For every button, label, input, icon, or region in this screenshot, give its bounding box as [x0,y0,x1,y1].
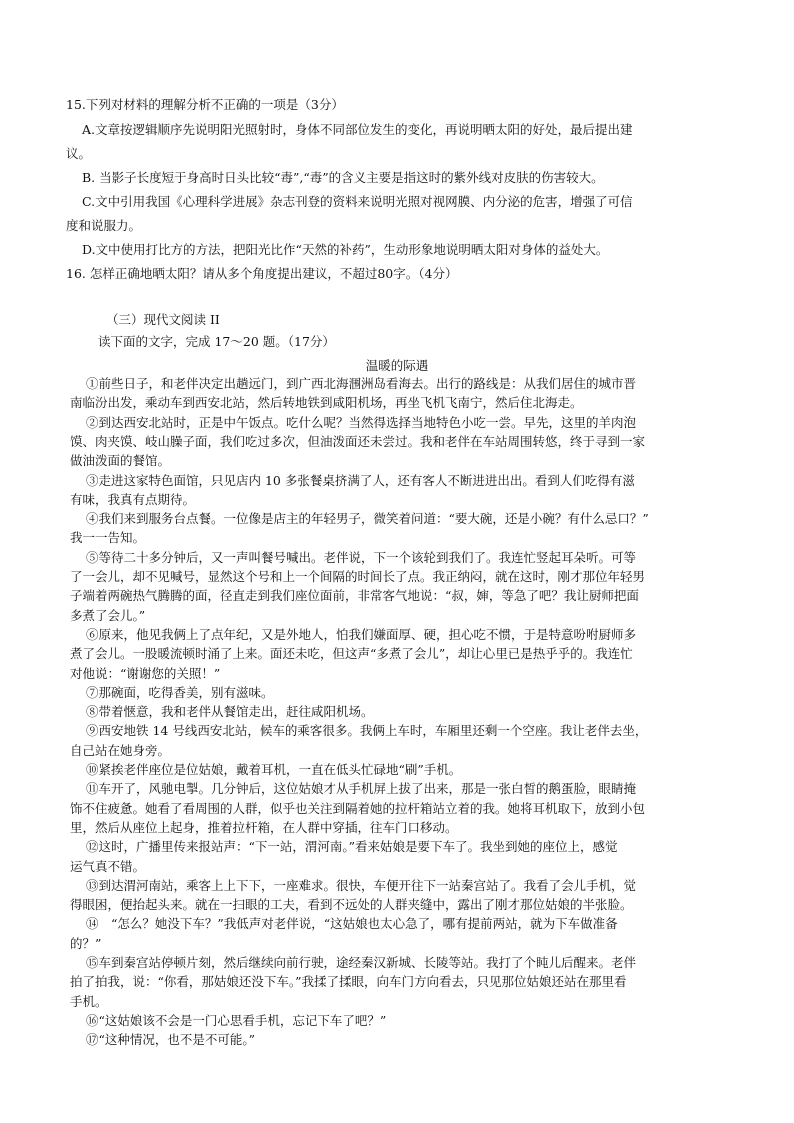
q15-option-c-cont: 度和说服力。 [66,218,142,233]
article-paragraph-line: 做油泼面的餐馆。 [70,453,171,469]
q15-option-c: C.文中引用我国《心理科学进展》杂志刊登的资料来说明光照对视网膜、内分泌的危害，增强了可信 [82,194,633,209]
q15-option-d: D.文中使用打比方的方法，把阳光比作“天然的补药”，生动形象地说明晒太阳对身体的益处大。 [82,242,609,257]
article-title: 温暖的际遇 [365,358,429,373]
section-instruction: 读下面的文字，完成 17～20 题。（17分） [98,334,335,349]
article-paragraph-line: 对他说：“谢谢您的关照！” [70,665,221,681]
article-paragraph-line: 多煮了会儿。” [70,607,146,623]
article-paragraph-line: 拍了拍我，说：“你看，那姑娘还没下车。”我揉了揉眼，向车门方向看去，只见那位姑娘还站在那里看 [70,974,627,990]
article-paragraph: ⑩紧挨老伴座位是位姑娘，戴着耳机，一直在低头忙碌地“刷”手机。 [86,762,462,777]
article-paragraph-line: 里，然后从座位上起身，推着拉杆箱，在人群中穿插，往车门口移动。 [70,819,458,835]
article-paragraph: ⑨西安地铁 14 号线西安北站，候车的乘客很多。我俩上车时，车厢里还剩一个空座。我让老伴去坐， [86,723,648,739]
article-paragraph: ⑭ “怎么？她没下车？”我低声对老伴说，“这姑娘也太心急了，哪有提前两站，就为下车做准备 [86,916,618,932]
article-paragraph-line: 我一一告知。 [70,530,146,546]
article-paragraph-line: 了一会儿，却不见喊号，显然这个号和上一个间隔的时间长了点。我正纳闷，就在这时，刚才那位年轻男 [70,569,646,584]
article-paragraph-line: 自己站在她身旁。 [70,742,171,758]
q15-stem: 15.下列对材料的理解分析不正确的一项是（3分） [66,97,344,112]
article-paragraph: ⑪车开了，风驰电掣。几分钟后，这位姑娘才从手机屏上拔了出来，那是一张白皙的鹅蛋脸，眼睛掩 [86,781,637,797]
article-paragraph: ⑯“这姑娘该不会是一门心思看手机，忘记下车了吧？” [86,1012,387,1028]
article-paragraph-line: 运气真不错。 [70,858,146,874]
article-paragraph: ⑬到达渭河南站，乘客上上下下，一座难求。很快，车便开往下一站秦宫站了。我看了会儿手机，觉 [86,877,637,893]
article-paragraph-line: 子端着两碗热气腾腾的面，径直走到我们座位面前，非常客气地说：“叔，婶，等急了吧？我让厨师把面 [70,588,639,604]
article-paragraph-line: 馍、肉夹馍、岐山臊子面，我们吃过多次，但油泼面还未尝过。我和老伴在车站周围转悠，终于寻到一家 [70,433,646,449]
article-paragraph: ②到达西安北站时，正是中午饭点。吃什么呢？当然得选择当地特色小吃一尝。早先，这里的羊肉泡 [86,414,637,430]
article-paragraph-line: 饰不住疲惫。她看了看周围的人群，似乎也关注到隔着她的拉杆箱站立着的我。她将耳机取下，放到小包 [70,800,646,816]
article-paragraph-line: 手机。 [70,993,108,1009]
q16-stem: 16. 怎样正确地晒太阳？请从多个角度提出建议，不超过80字。（4分） [66,266,458,281]
article-paragraph: ③走进这家特色面馆，只见店内 10 多张餐桌挤满了人，还有客人不断进进出出。看到人们吃得有滋 [86,472,635,488]
section-heading: （三）现代文阅读 II [106,312,220,327]
article-paragraph: ①前些日子，和老伴决定出趟远门，到广西北海涠洲岛看海去。出行的路线是：从我们居住的城市晋 [86,376,637,391]
article-paragraph-line: 的？” [70,935,102,951]
article-paragraph: ⑫这时，广播里传来报站声：“下一站，渭河南。”看来姑娘是要下车了。我坐到她的座位上，感觉 [86,839,618,855]
article-paragraph-line: 得眼困，便抬起头来。就在一扫眼的工夫，看到不远处的人群夹缝中，露出了刚才那位姑娘的半张脸。 [70,897,633,913]
q15-option-b: B. 当影子长度短于身高时日头比较“毒”,“毒”的含义主要是指这时的紫外线对皮肤的伤害较大。 [82,170,604,185]
q15-option-a-cont: 议。 [66,146,92,161]
article-paragraph: ④我们来到服务台点餐。一位像是店主的年轻男子，微笑着问道：“要大碗，还是小碗？有什么忌口？” [86,511,649,527]
article-paragraph: ⑧带着惬意，我和老伴从餐馆走出，赶往咸阳机场。 [86,704,374,720]
article-paragraph: ⑥原来，他见我俩上了点年纪，又是外地人，怕我们嫌面厚、硬，担心吃不惯，于是特意吩咐厨师多 [86,626,637,642]
article-paragraph: ⑤等待二十多分钟后，又一声叫餐号喊出。老伴说，下一个该轮到我们了。我连忙竖起耳朵听。可等 [86,549,637,565]
article-paragraph-line: 有味，我真有点期待。 [70,491,196,507]
article-paragraph-line: 煮了会儿。一股暖流顿时涌了上来。面还未吃，但这声“多煮了会儿”，却让心里已是热乎乎的。我连忙 [70,646,633,662]
article-paragraph: ⑮车到秦宫站停顿片刻，然后继续向前行驶，途经秦汉新城、长陵等站。我打了个盹儿后醒来。老伴 [86,955,637,970]
article-paragraph: ⑰“这种情况，也不是不可能。” [86,1032,256,1048]
article-paragraph: ⑦那碗面，吃得香美，别有滋味。 [86,684,274,700]
q15-option-a: A.文章按逻辑顺序先说明阳光照射时，身体不同部位发生的变化，再说明晒太阳的好处，最后提出建 [82,122,633,137]
article-paragraph-line: 南临汾出发，乘动车到西安北站，然后转地铁到咸阳机场，再坐飞机飞南宁，然后住北海走。 [70,395,583,411]
